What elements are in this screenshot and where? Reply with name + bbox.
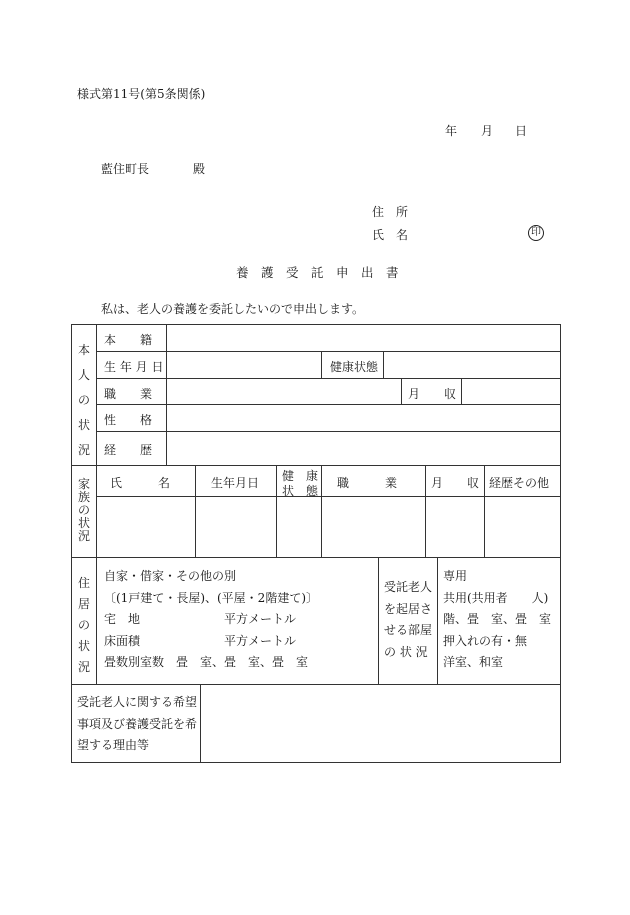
room-line: 専用 <box>443 569 468 583</box>
addressee-town: 藍住町長 <box>101 162 150 176</box>
room-line: 押入れの有・無 <box>443 633 528 648</box>
family-header-health-2: 状 態 <box>282 484 319 498</box>
residence-line: 〔(1戸建て・長屋)、(平屋・2階建て)〕 <box>104 590 318 605</box>
room-line: 階、畳 室、畳 室 <box>443 612 552 626</box>
residence-line: 床面積 平方メートル <box>104 633 297 648</box>
residence-line: 畳数別室数 畳 室、畳 室、畳 室 <box>104 655 309 669</box>
health-label: 健康状態 <box>330 360 379 374</box>
address-label: 住 所 <box>372 205 409 219</box>
intro-text: 私は、老人の養護を委託したいので申出します。 <box>101 302 365 316</box>
date-month-label: 月 <box>481 124 494 138</box>
room-line: 共用(共用者 人) <box>443 590 549 605</box>
room-details <box>443 566 551 674</box>
addressee-honorific: 殿 <box>193 162 206 176</box>
seal-mark <box>527 224 544 241</box>
document-title: 養 護 受 託 申 出 書 <box>236 265 399 280</box>
income-label: 月 収 <box>408 387 457 401</box>
wishes-label: 受託老人に関する希望 事項及び養護受託を希 望する理由等 <box>77 695 198 752</box>
room-line: 洋室、和室 <box>443 655 504 669</box>
history-label: 経 歴 <box>104 443 153 457</box>
family-section-label: 家 族 の 状 況 <box>78 477 91 543</box>
family-header-income: 月 収 <box>431 476 480 490</box>
character-label: 性 格 <box>104 413 153 427</box>
family-header-occupation: 職 業 <box>337 476 398 490</box>
family-header-name: 氏 名 <box>110 476 171 490</box>
room-label: 受託老人 を起居さ せる部屋 の 状 況 <box>384 580 433 659</box>
residence-line: 宅 地 平方メートル <box>104 612 297 626</box>
family-header-history: 経歴その他 <box>489 476 550 490</box>
birth-label: 生 年 月 日 <box>104 360 164 374</box>
residence-line: 自家・借家・その他の別 <box>104 569 237 583</box>
residence-section-label: 住 居 の 状 況 <box>78 576 91 674</box>
occupation-label: 職 業 <box>104 387 153 401</box>
residence-details <box>104 566 318 674</box>
family-header-health-1: 健 康 <box>282 469 319 483</box>
family-header-birth: 生年月日 <box>211 476 260 490</box>
date-day-label: 日 <box>515 124 528 138</box>
honseki-label: 本 籍 <box>104 333 153 347</box>
name-label: 氏 名 <box>372 228 409 242</box>
person-section-label: 本 人 の 状 況 <box>78 343 91 457</box>
form-number: 様式第11号(第5条関係) <box>77 87 206 101</box>
seal-icon: 印 <box>528 225 544 241</box>
date-year-label: 年 <box>445 124 458 138</box>
